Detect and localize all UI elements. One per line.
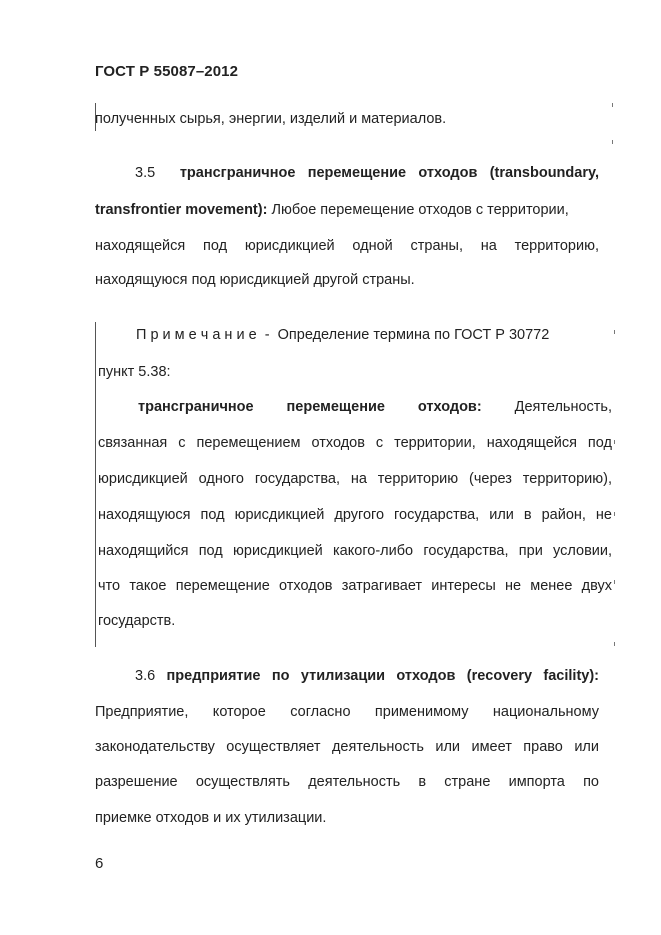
- note-line-8: что такое перемещение отходов затрагивает интересы не менее двух: [98, 578, 612, 594]
- note-term-def: Деятельность,: [514, 399, 613, 415]
- note-label: П р и м е ч а н и е: [136, 327, 257, 343]
- note-dash: -: [264, 327, 270, 343]
- revision-mark: [614, 440, 615, 444]
- note-line-9: государств.: [98, 613, 176, 629]
- revision-mark: [614, 330, 615, 334]
- term-3-6-line-5: приемке отходов и их утилизации.: [95, 810, 327, 826]
- term-3-6-line-3: законодательству осуществляет деятельность или имеет право или: [95, 739, 599, 755]
- term-title-cont: transfrontier movement):: [95, 202, 268, 218]
- term-title: трансграничное перемещение отходов (transboundary,: [179, 165, 599, 181]
- note-line-6: находящуюся под юрисдикцией другого государства, или в район, не: [98, 507, 612, 523]
- term-3-6-line-1: [95, 666, 599, 686]
- note-line-7: находящийся под юрисдикцией какого-либо государства, при условии,: [98, 543, 612, 559]
- term-3-5-line-3: находящейся под юрисдикцией одной страны, на территорию,: [95, 238, 599, 254]
- term-3-6-line-4: разрешение осуществлять деятельность в стране импорта по: [95, 774, 599, 790]
- term-3-5-line-4: находящуюся под юрисдикцией другой страны.: [95, 272, 415, 288]
- term-3-5-line-1: [95, 163, 599, 183]
- note-line-3: [138, 397, 612, 417]
- page-number: 6: [95, 855, 104, 872]
- note-text: Определение термина по ГОСТ Р 30772: [277, 327, 550, 343]
- note-line-1: [98, 325, 612, 345]
- term-title: предприятие по утилизации отходов (recovery facility):: [166, 668, 599, 684]
- note-term: трансграничное перемещение отходов:: [138, 399, 482, 415]
- revision-mark: [614, 580, 615, 584]
- term-number: 3.6: [135, 668, 156, 684]
- revision-mark: [614, 642, 615, 646]
- revision-mark: [612, 140, 613, 144]
- note-line-2: пункт 5.38:: [98, 364, 171, 380]
- term-definition: Любое перемещение отходов с территории,: [271, 202, 569, 218]
- term-number: 3.5: [135, 165, 156, 181]
- continuation-text: полученных сырья, энергии, изделий и материалов.: [95, 111, 447, 127]
- note-line-4: связанная с перемещением отходов с территории, находящейся под: [98, 435, 612, 451]
- term-3-5-line-2: [95, 200, 599, 220]
- note-revision-bar: [95, 322, 96, 647]
- revision-mark: [612, 103, 613, 107]
- note-line-5: юрисдикцией одного государства, на территорию (через территорию),: [98, 471, 612, 487]
- term-3-6-line-2: Предприятие, которое согласно применимому национальному: [95, 704, 599, 720]
- revision-mark: [614, 512, 615, 516]
- document-header: ГОСТ Р 55087–2012: [95, 63, 239, 80]
